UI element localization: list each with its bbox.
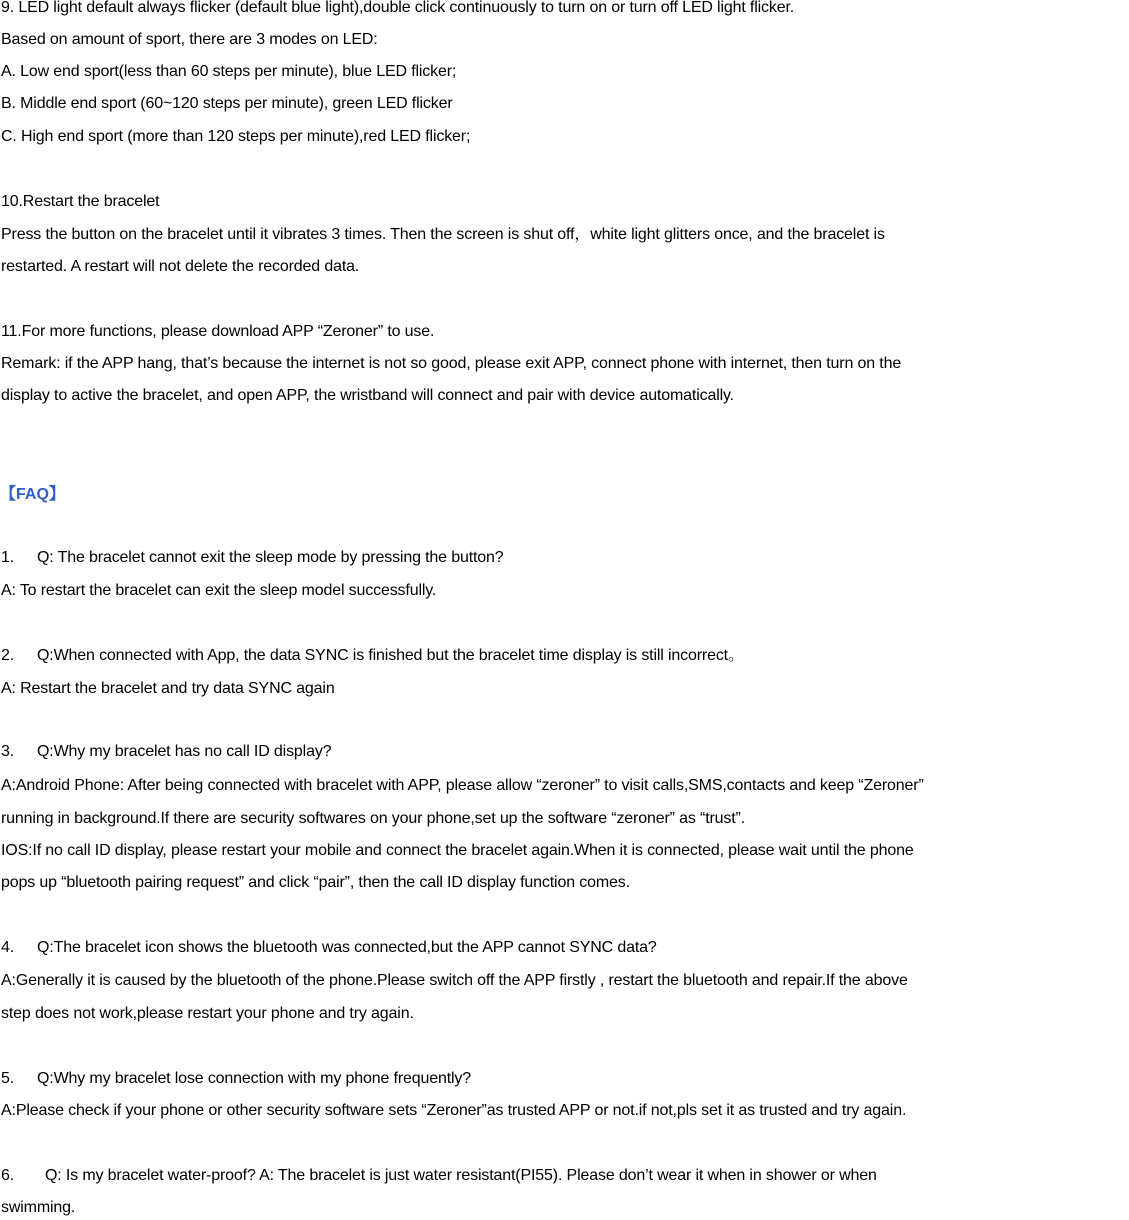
faq-heading: 【FAQ】 xyxy=(0,486,65,503)
faq-question xyxy=(1,742,331,762)
remark-line: display to active the bracelet, and open APP, the wristband will connect and pair with device automatically. xyxy=(1,387,734,404)
faq-answer-line: running in background.If there are security softwares on your phone,set up the software “zeroner” as “trust”. xyxy=(1,810,746,827)
faq-answer-line: A: To restart the bracelet can exit the sleep model successfully. xyxy=(1,582,437,599)
led-mode-a: A. Low end sport(less than 60 steps per minute), blue LED flicker; xyxy=(1,63,457,80)
faq-question-text: Q: The bracelet cannot exit the sleep mode by pressing the button? xyxy=(37,549,504,566)
faq-item-number: 6. xyxy=(1,1167,15,1184)
faq-item-number: 5. xyxy=(1,1070,15,1087)
faq-item-number: 4. xyxy=(1,939,15,956)
faq-question-text: Q: Is my bracelet water-proof? A: The bracelet is just water resistant(PI55). Please don’t wear it when in shower or when xyxy=(45,1167,877,1184)
faq-answer-line: A:Generally it is caused by the bluetooth of the phone.Please switch off the APP firstly , restart the bluetooth and repair.If the above xyxy=(1,972,908,989)
restart-section-title: 10.Restart the bracelet xyxy=(1,193,160,210)
faq-question xyxy=(1,646,744,666)
faq-answer-line: step does not work,please restart your phone and try again. xyxy=(1,1005,414,1022)
faq-answer-line: IOS:If no call ID display, please restart your mobile and connect the bracelet again.When it is connected, please wait until the phone xyxy=(1,842,914,859)
faq-question xyxy=(1,548,504,568)
faq-answer-line: A:Android Phone: After being connected with bracelet with APP, please allow “zeroner” to visit calls,SMS,contacts and keep “Zeroner” xyxy=(1,777,924,794)
faq-answer-line: A: Restart the bracelet and try data SYNC again xyxy=(1,680,335,697)
faq-question xyxy=(1,1166,877,1186)
restart-body-line: restarted. A restart will not delete the recorded data. xyxy=(1,258,360,275)
restart-body-line: Press the button on the bracelet until it vibrates 3 times. Then the screen is shut off，white light glitters once, and the bracelet is xyxy=(1,226,885,243)
led-modes-intro: Based on amount of sport, there are 3 modes on LED: xyxy=(1,31,378,48)
faq-answer-line: pops up “bluetooth pairing request” and click “pair”, then the call ID display function comes. xyxy=(1,874,630,891)
faq-item-number: 2. xyxy=(1,647,15,664)
faq-answer-line: A:Please check if your phone or other security software sets “Zeroner”as trusted APP or not.if not,pls set it as trusted and try again. xyxy=(1,1102,907,1119)
led-flicker-paragraph: 9. LED light default always flicker (default blue light),double click continuously to turn on or turn off LED light flicker. xyxy=(1,0,795,16)
faq-question xyxy=(1,1069,471,1089)
faq-question-text: Q:Why my bracelet lose connection with my phone frequently? xyxy=(37,1070,472,1087)
faq-question-text: Q:Why my bracelet has no call ID display? xyxy=(37,743,332,760)
faq-question xyxy=(1,938,657,958)
faq-question-text: Q:When connected with App, the data SYNC is finished but the bracelet time display is still incorrect。 xyxy=(37,647,744,664)
led-mode-c: C. High end sport (more than 120 steps per minute),red LED flicker; xyxy=(1,128,471,145)
faq-answer-line: swimming. xyxy=(1,1199,76,1216)
led-mode-b: B. Middle end sport (60~120 steps per minute), green LED flicker xyxy=(1,95,453,112)
faq-item-number: 3. xyxy=(1,743,15,760)
remark-line: Remark: if the APP hang, that’s because the internet is not so good, please exit APP, connect phone with internet, then turn on the xyxy=(1,355,902,372)
faq-question-text: Q:The bracelet icon shows the bluetooth was connected,but the APP cannot SYNC data? xyxy=(37,939,657,956)
faq-item-number: 1. xyxy=(1,549,15,566)
more-functions-title: 11.For more functions, please download APP “Zeroner” to use. xyxy=(1,323,435,340)
